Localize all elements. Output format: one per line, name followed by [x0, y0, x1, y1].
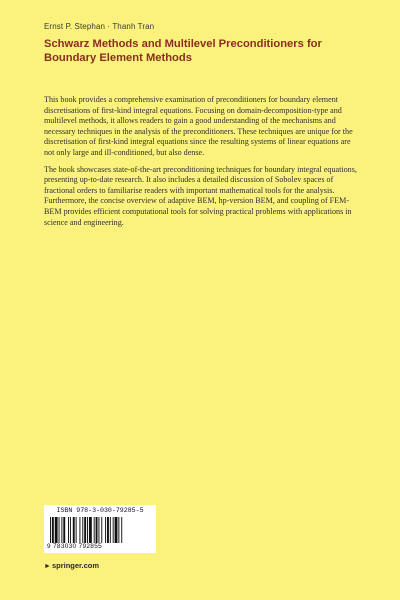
book-description	[44, 95, 358, 234]
description-paragraph: This book provides a comprehensive examination of preconditioners for boundary element discretisations of first-kind integral equations. Focusing on domain-decomposition-type and multilevel methods, it allows readers to gain a good understanding of the mechanisms and necessary techniques in the analysis of the preconditioners. These techniques are unique for the discretisation of first-kind integral equations since the resulting systems of linear equations are not only large and ill-conditioned, but also dense.	[44, 95, 353, 157]
isbn-label: ISBN 978-3-030-79285-5	[56, 507, 144, 514]
description-paragraph: The book showcases state-of-the-art preconditioning techniques for boundary integral equations, presenting up-to-date research. It also includes a detailed discussion of Sobolev spaces of fractional orders to familiarise readers with important mathematical tools for the analysis. Furthermore, the concise overview of adaptive BEM, hp-version BEM, and coupling of FEM-BEM provides efficient computational tools for solving practical problems with applications in science and engineering.	[44, 164, 357, 227]
authors: Ernst P. Stephan · Thanh Tran	[44, 22, 155, 31]
barcode-box	[44, 505, 156, 553]
arrow-icon: ►	[44, 563, 51, 570]
barcode-icon	[50, 517, 150, 543]
publisher-link[interactable]	[44, 561, 99, 570]
barcode-digits: 9 783030 792855	[47, 543, 103, 550]
publisher-label: springer.com	[51, 561, 100, 570]
book-title: Schwarz Methods and Multilevel Preconditioners for Boundary Element Methods	[44, 38, 322, 64]
